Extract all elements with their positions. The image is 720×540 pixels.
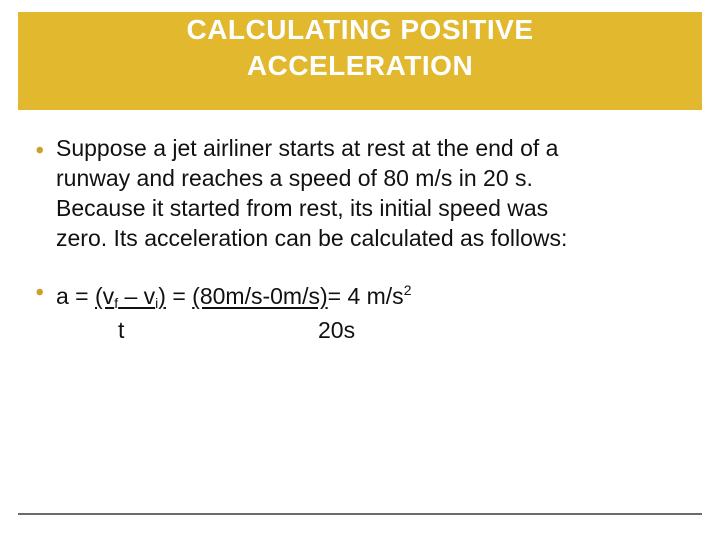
- bullet-icon: ⦁: [36, 141, 44, 158]
- bullet-formula: [36, 275, 716, 318]
- paragraph-line: Because it started from rest, its initial speed was: [56, 195, 549, 221]
- slide-title: [0, 12, 720, 84]
- subscript-f: f: [114, 295, 119, 311]
- paragraph-line: Suppose a jet airliner starts at rest at the end of a: [56, 135, 559, 161]
- paragraph-text: [56, 133, 716, 253]
- paragraph-line: zero. Its acceleration can be calculated as follows:: [56, 225, 568, 251]
- formula-numerator-values: (80m/s-0m/s): [192, 283, 328, 309]
- formula-equals-1: =: [165, 283, 193, 309]
- bullet-paragraph: [36, 133, 716, 253]
- numerator-close: ): [158, 283, 166, 309]
- title-line-2: ACCELERATION: [246, 50, 474, 81]
- formula-result: = 4 m/s: [327, 283, 404, 309]
- bullet-icon: ⦁: [36, 283, 44, 300]
- formula-lhs: a =: [56, 283, 96, 309]
- formula-numerator-symbolic: [95, 283, 166, 309]
- footer-divider: [18, 513, 702, 515]
- numerator-open: (v: [95, 283, 115, 309]
- title-line-1: CALCULATING POSITIVE: [186, 14, 534, 45]
- subscript-i: i: [155, 295, 159, 311]
- denominator-20s: 20s: [318, 317, 356, 343]
- paragraph-line: runway and reaches a speed of 80 m/s in 20 s.: [56, 165, 533, 191]
- formula-exponent: 2: [403, 282, 412, 298]
- denominator-t: t: [118, 317, 125, 343]
- numerator-mid: – v: [118, 283, 156, 309]
- acceleration-formula: [56, 283, 411, 309]
